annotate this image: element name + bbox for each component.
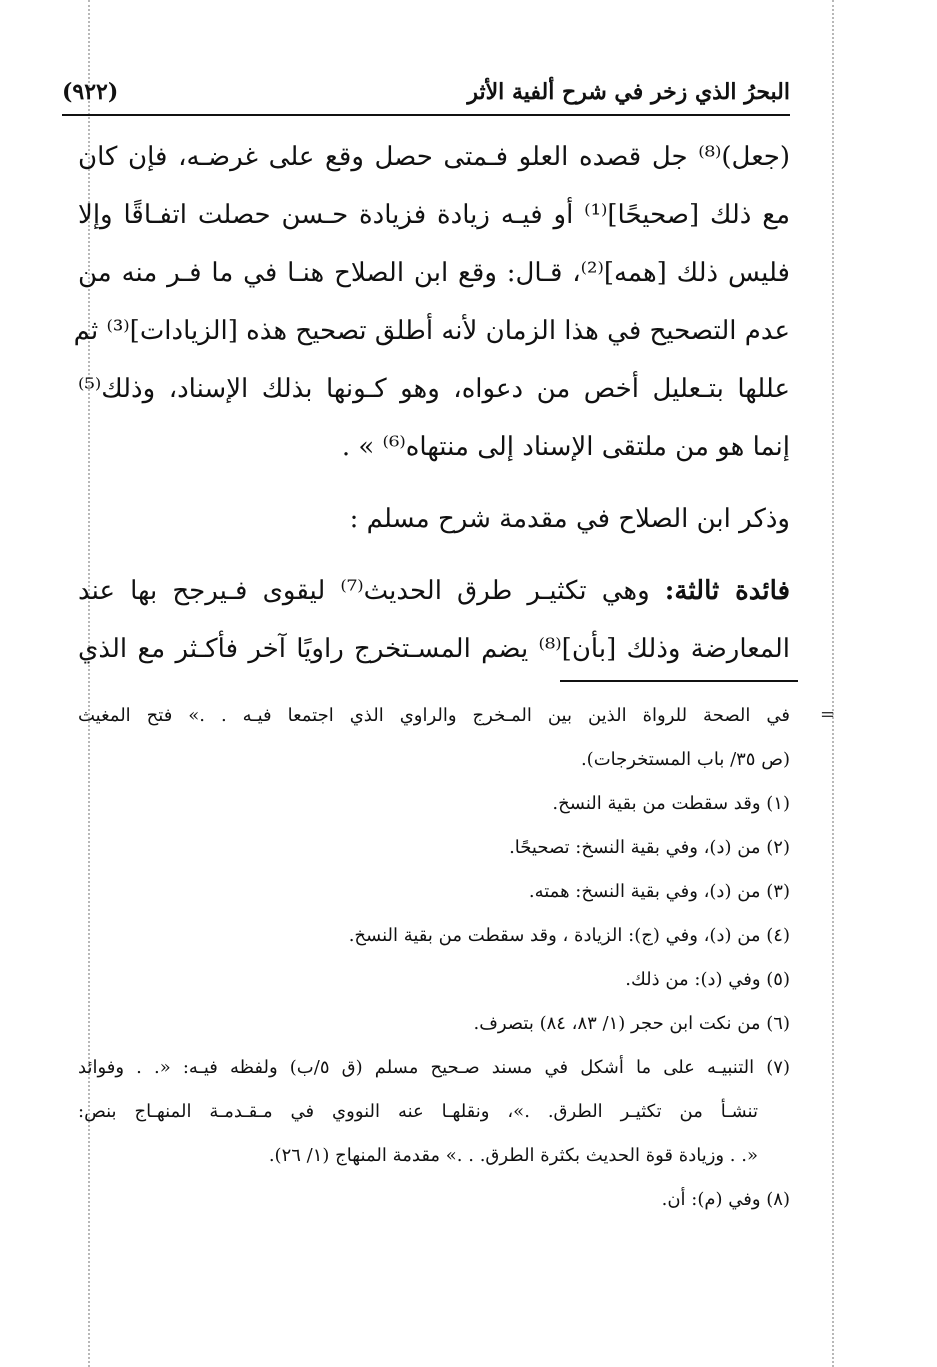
- footnotes: [78, 694, 790, 1222]
- scan-margin-dots-right: [832, 0, 834, 1367]
- text-line: (جعل)⁽⁸⁾ جل قصده العلو فـمتى حصل وقع على غرضـه، فإن كان: [78, 142, 790, 172]
- footnote-8: (٨) وفي (م): أن.: [661, 1189, 790, 1210]
- paragraph-gap: [78, 548, 790, 562]
- footnote-separator: [560, 680, 798, 682]
- footnote-2: (٢) من (د)، وفي بقية النسخ: تصحيحًا.: [509, 837, 790, 858]
- paragraph-gap: [78, 476, 790, 490]
- paragraph-ibn-salah: وذكر ابن الصلاح في مقدمة شرح مسلم :: [349, 504, 790, 534]
- page-number: (٩٢٢): [62, 79, 119, 105]
- text-line: عللها بتـعليل أخص من دعواه، وهو كـونها بذلك الإسناد، وذلك⁽⁵⁾: [78, 374, 790, 404]
- footnote-4: (٤) من (د)، وفي (ج): الزيادة ، وقد سقطت من بقية النسخ.: [348, 925, 790, 946]
- book-title: البحرُ الذي زخر في شرح ألفية الأثر: [467, 79, 790, 105]
- text-line: إنما هو من ملتقى الإسناد إلى منتهاه⁽⁶⁾ » .: [341, 432, 790, 462]
- main-text: [73, 128, 791, 678]
- footnote-1: (١) وقد سقطت من بقية النسخ.: [552, 793, 790, 814]
- text-line: مع ذلك [صحيحًا]⁽¹⁾ أو فيـه زيادة فزيادة حـسن حصلت اتفـاقًا وإلا: [78, 200, 791, 230]
- footnote-continuation-mark: =: [820, 704, 836, 725]
- footnote-7-continued: «. . وزيادة قوة الحديث بكثرة الطرق. . .» مقدمة المنهاج (١/ ٢٦).: [268, 1145, 758, 1166]
- footnote-continuation-line: في الصحة للرواة الذين بين المـخرج والراوي الذي اجتمعا فيـه . .» فتح المغيث: [78, 705, 790, 726]
- text-line: فليس ذلك [همه]⁽²⁾، قـال: وقع ابن الصلاح هنـا في ما فـر منه من: [78, 258, 790, 288]
- paragraph-third-benefit-line: [78, 562, 790, 620]
- footnote-7: (٧) التنبيـه على ما أشكل في مسند صـحيح مسلم (ق ٥/ب) ولفظه فيـه: «. . وفوائد: [78, 1057, 790, 1078]
- footnote-5: (٥) وفي (د): من ذلك.: [625, 969, 790, 990]
- text-line: عدم التصحيح في هذا الزمان لأنه أطلق تصحيح هذه [الزيادات]⁽³⁾ ثم: [73, 316, 790, 346]
- third-benefit-heading: فائدة ثالثة:: [664, 576, 791, 606]
- third-benefit-text: وهي تكثيـر طرق الحديث⁽⁷⁾ ليقوى فـيرجح بها عند: [78, 576, 665, 606]
- footnote-3: (٣) من (د)، وفي بقية النسخ: همته.: [528, 881, 790, 902]
- header-rule: [62, 114, 790, 116]
- footnote-continuation-line: (ص ٣٥/ باب المستخرجات).: [580, 749, 790, 770]
- footnote-7-continued: تنشـأ من تكثيـر الطرق. .»، ونقلهـا عنه النووي في مـقـدمـة المنهـاج بنص:: [78, 1101, 758, 1122]
- page-header: [62, 72, 790, 112]
- text-line: المعارضة وذلك [بأن]⁽⁸⁾ يضم المسـتخرج راويًا آخر فأكـثر مع الذي: [78, 634, 790, 664]
- footnote-6: (٦) من نكت ابن حجر (١/ ٨٣، ٨٤) بتصرف.: [473, 1013, 790, 1034]
